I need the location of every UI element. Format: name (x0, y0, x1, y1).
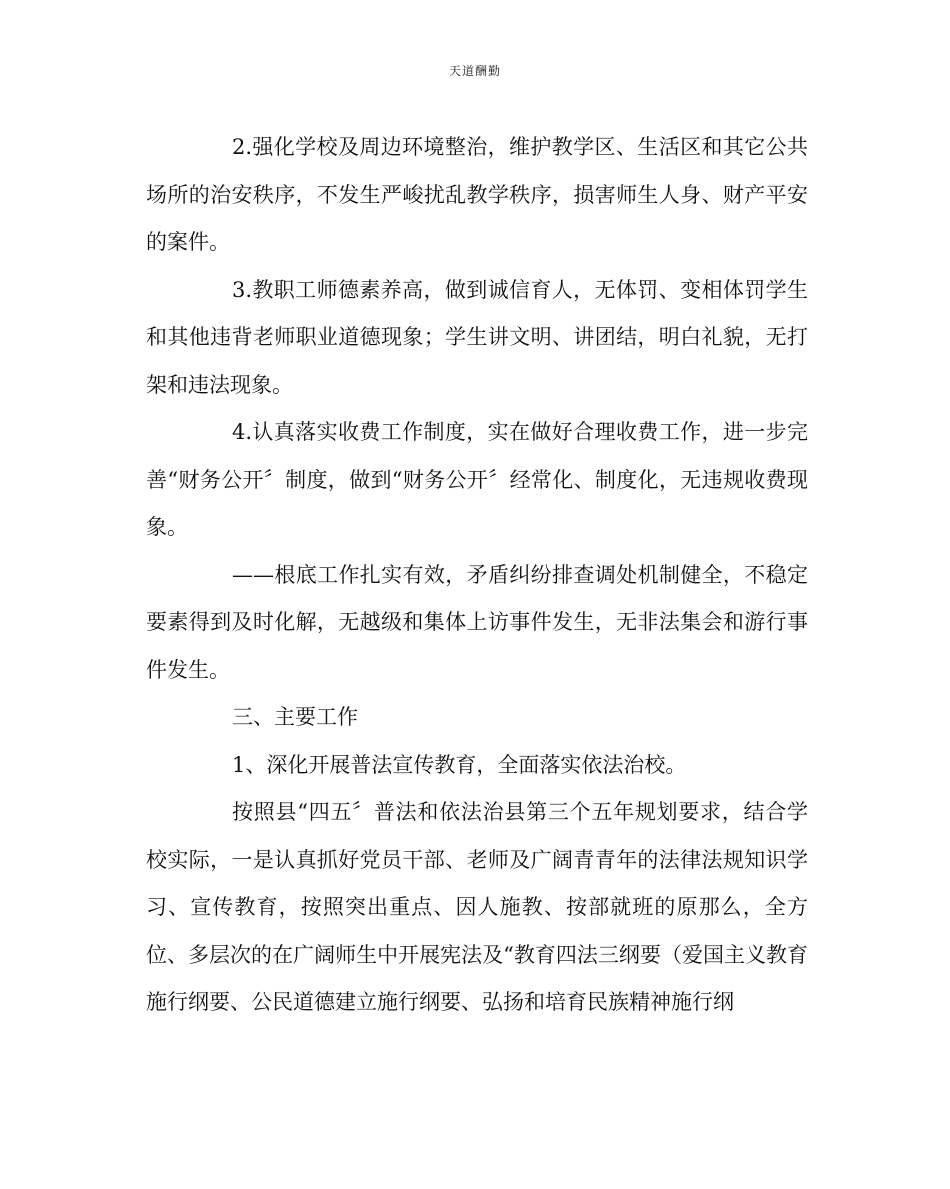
document-body (146, 124, 808, 1027)
section-heading-main-work: 三、主要工作 (232, 705, 358, 729)
page-header: 天道酬勤 (448, 64, 501, 78)
paragraph-item-2: 2.强化学校及周边环境整治，维护教学区、生活区和其它公共场所的治安秩序，不发生严峻扰乱教学秩序，损害师生人身、财产平安的案件。 (146, 135, 808, 254)
paragraph-item-3: 3.教职工师德素养高，做到诚信育人，无体罚、变相体罚学生和其他违背老师职业道德现象；学生讲文明、讲团结，明白礼貌，无打架和违法现象。 (146, 277, 808, 397)
paragraph-item-4: 4.认真落实收费工作制度，实在做好合理收费工作，进一步完善“财务公开〞制度，做到“财务公开〞经常化、制度化，无违规收费现象。 (146, 420, 808, 539)
paragraph-legal-plan: 按照县“四五〞普法和依法治县第三个五年规划要求，结合学校实际，一是认真抓好党员干部、老师及广阔青青年的法律法规知识学习、宣传教育，按照突出重点、因人施教、按部就班的原那么，全方位、多层次的在广阔师生中开展宪法及“教育四法三纲要（爱国主义教育施行纲要、公民道德建立施行纲要、弘扬和培育民族精神施行纲 (146, 800, 808, 1014)
subheading-legal-education: 1、深化开展普法宣传教育，全面落实依法治校。 (232, 752, 687, 777)
paragraph-foundation-work: ——根底工作扎实有效，矛盾纠纷排查调处机制健全，不稳定要素得到及时化解，无越级和集体上访事件发生，无非法集会和游行事件发生。 (146, 562, 808, 682)
